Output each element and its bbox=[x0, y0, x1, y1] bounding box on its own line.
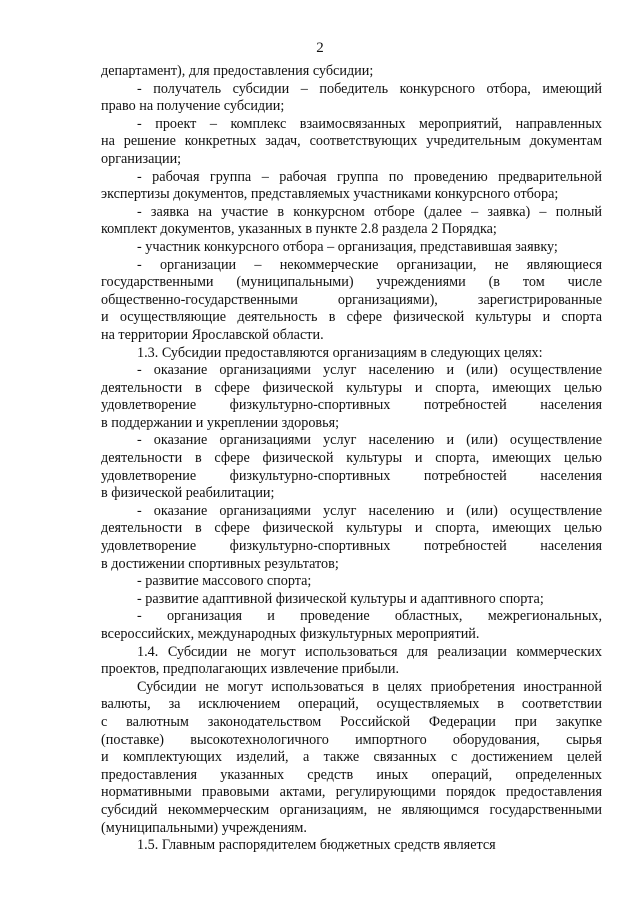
paragraph bbox=[101, 503, 602, 573]
text-line: организации; bbox=[101, 150, 182, 167]
text-line: деятельности в сфере физической культуры и спорта, имеющих целью bbox=[101, 450, 602, 467]
text-line: в физической реабилитации; bbox=[101, 485, 275, 502]
text-line: и комплектующих изделий, а также связанных с достижением целей bbox=[101, 749, 602, 766]
text-line: - участник конкурсного отбора – организация, представившая заявку; bbox=[137, 238, 558, 255]
text-line: удовлетворение физкультурно-спортивных потребностей населения bbox=[101, 467, 602, 484]
text-line: в поддержании и укреплении здоровья; bbox=[101, 414, 340, 431]
text-line: субсидий некоммерческим организациям, не являющимся государственными bbox=[101, 801, 602, 818]
paragraph bbox=[101, 81, 602, 116]
paragraph bbox=[101, 837, 602, 855]
text-line: нормативными правовыми актами, регулирующими порядок предоставления bbox=[101, 784, 602, 801]
text-line: на территории Ярославской области. bbox=[101, 326, 324, 343]
text-line: предоставления указанных средств иных операций, определенных bbox=[101, 766, 602, 783]
text-line: всероссийских, международных физкультурных мероприятий. bbox=[101, 626, 480, 642]
text-line: валюты, за исключением операций, осуществляемых в соответствии bbox=[101, 696, 602, 713]
text-line: проектов, предполагающих извлечение прибыли. bbox=[101, 661, 400, 678]
text-line: и осуществляющие деятельность в сфере физической культуры и спорта bbox=[101, 309, 602, 326]
text-line: - проект – комплекс взаимосвязанных мероприятий, направленных bbox=[137, 115, 602, 132]
text-line: 1.4. Субсидии не могут использоваться для реализации коммерческих bbox=[137, 643, 602, 660]
paragraph bbox=[101, 679, 602, 837]
paragraph bbox=[101, 63, 602, 81]
paragraph bbox=[101, 345, 602, 363]
paragraph bbox=[101, 257, 602, 345]
paragraph bbox=[101, 362, 602, 432]
text-line: - оказание организациями услуг населению и (или) осуществление bbox=[137, 362, 602, 379]
text-line: - оказание организациями услуг населению и (или) осуществление bbox=[137, 432, 602, 449]
paragraph bbox=[101, 432, 602, 502]
text-line: удовлетворение физкультурно-спортивных потребностей населения bbox=[101, 397, 602, 414]
text-line: (муниципальными) учреждениям. bbox=[101, 819, 307, 836]
text-line: на решение конкретных задач, соответствующих учредительным документам bbox=[101, 133, 602, 150]
paragraph bbox=[101, 591, 602, 609]
text-line: комплект документов, указанных в пункте 2.8 раздела 2 Порядка; bbox=[101, 221, 497, 238]
text-line: 1.5. Главным распорядителем бюджетных средств является bbox=[137, 837, 496, 854]
text-line: (поставке) высокотехнологичного импортного оборудования, сырья bbox=[101, 731, 602, 748]
text-line: экспертизы документов, представляемых участниками конкурсного отбора; bbox=[101, 186, 559, 203]
paragraph bbox=[101, 204, 602, 239]
text-line: - развитие адаптивной физической культуры и адаптивного спорта; bbox=[137, 590, 544, 607]
text-line: - развитие массового спорта; bbox=[137, 573, 312, 590]
text-line: право на получение субсидии; bbox=[101, 98, 285, 115]
text-line: удовлетворение физкультурно-спортивных потребностей населения bbox=[101, 538, 602, 555]
document-body bbox=[101, 63, 602, 855]
text-line: общественно-государственными организациями), зарегистрированные bbox=[101, 291, 602, 308]
text-line: - организация и проведение областных, межрегиональных, bbox=[137, 608, 602, 625]
text-line: государственными (муниципальными) учреждениями (в том числе bbox=[101, 274, 602, 291]
text-line: 1.3. Субсидии предоставляются организациям в следующих целях: bbox=[137, 344, 543, 361]
text-line: - организации – некоммерческие организации, не являющиеся bbox=[137, 256, 602, 273]
paragraph bbox=[101, 573, 602, 591]
paragraph bbox=[101, 239, 602, 257]
text-line: деятельности в сфере физической культуры и спорта, имеющих целью bbox=[101, 379, 602, 396]
text-line: - заявка на участие в конкурсном отборе (далее – заявка) – полный bbox=[137, 203, 602, 220]
text-line: деятельности в сфере физической культуры и спорта, имеющих целью bbox=[101, 520, 602, 537]
text-line: департамент), для предоставления субсидии; bbox=[101, 63, 374, 79]
text-line: - оказание организациями услуг населению и (или) осуществление bbox=[137, 502, 602, 519]
text-line: - получатель субсидии – победитель конкурсного отбора, имеющий bbox=[137, 80, 602, 97]
text-line: с валютным законодательством Российской Федерации при закупке bbox=[101, 713, 602, 730]
paragraph bbox=[101, 644, 602, 679]
paragraph bbox=[101, 608, 602, 643]
text-line: Субсидии не могут использоваться в целях приобретения иностранной bbox=[137, 678, 602, 695]
text-line: - рабочая группа – рабочая группа по проведению предварительной bbox=[137, 168, 602, 185]
page-number: 2 bbox=[316, 40, 324, 56]
paragraph bbox=[101, 116, 602, 169]
paragraph bbox=[101, 169, 602, 204]
text-line: в достижении спортивных результатов; bbox=[101, 555, 339, 572]
